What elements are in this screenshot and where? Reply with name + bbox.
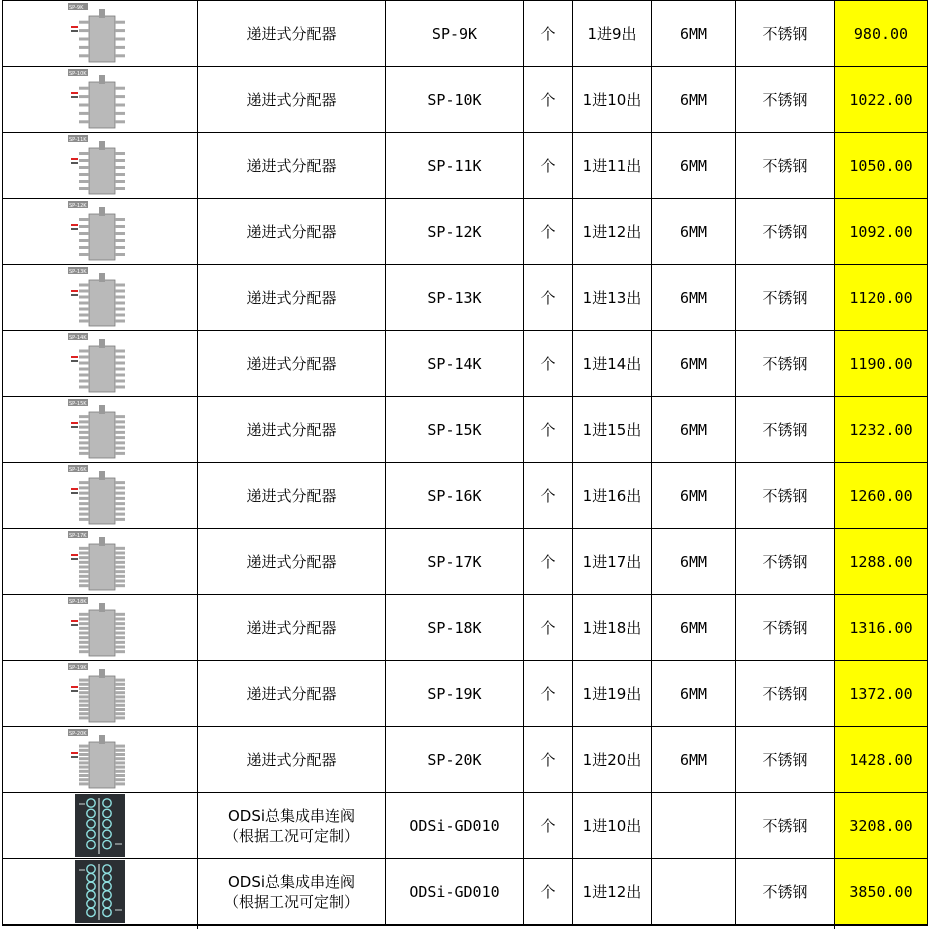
product-name: ODSi总集成串连阀: [227, 806, 356, 825]
thumb-model-label: SP-15K: [69, 401, 87, 407]
product-image-cell: [3, 859, 198, 925]
material-cell: 不锈钢: [736, 1, 835, 67]
product-image-cell: [3, 661, 198, 727]
price-cell: 1372.00: [835, 661, 928, 727]
material-cell: 不锈钢: [736, 859, 835, 925]
price-cell: 3208.00: [835, 793, 928, 859]
product-name: 递进式分配器: [246, 750, 337, 769]
progressive-distributor-icon: [67, 464, 133, 527]
inlet-outlet-cell: 1进14出: [573, 331, 652, 397]
progressive-distributor-icon: [67, 662, 133, 725]
inlet-outlet-cell: 1进10出: [573, 793, 652, 859]
thumb-model-label: SP-13K: [69, 269, 87, 275]
pipe-size-cell: 6MM: [652, 199, 736, 265]
material-cell: 不锈钢: [736, 661, 835, 727]
table-row: [3, 727, 928, 793]
material-cell: 不锈钢: [736, 199, 835, 265]
model-cell: SP-9K: [386, 1, 524, 67]
unit-cell: 个: [524, 1, 573, 67]
product-name-cell: [198, 727, 386, 793]
product-image-cell: [3, 463, 198, 529]
product-name: 递进式分配器: [246, 222, 337, 241]
pipe-size-cell: 6MM: [652, 529, 736, 595]
table-row: [3, 133, 928, 199]
pipe-size-cell: 6MM: [652, 727, 736, 793]
pipe-size-cell: 6MM: [652, 331, 736, 397]
model-cell: SP-15K: [386, 397, 524, 463]
price-cell: 1316.00: [835, 595, 928, 661]
product-name: 递进式分配器: [246, 552, 337, 571]
model-cell: SP-19K: [386, 661, 524, 727]
product-name-cell: [198, 595, 386, 661]
table-row: [3, 529, 928, 595]
inlet-outlet-cell: 1进20出: [573, 727, 652, 793]
inlet-outlet-cell: 1进19出: [573, 661, 652, 727]
unit-cell: 个: [524, 265, 573, 331]
pipe-size-cell: [652, 793, 736, 859]
material-cell: 不锈钢: [736, 133, 835, 199]
progressive-distributor-icon: [67, 728, 133, 791]
thumb-model-label: SP-9K: [69, 5, 84, 11]
model-cell: SP-17K: [386, 529, 524, 595]
thumb-model-label: SP-14K: [69, 335, 87, 341]
unit-cell: 个: [524, 661, 573, 727]
table-row: [3, 67, 928, 133]
inlet-outlet-cell: 1进9出: [573, 1, 652, 67]
inlet-outlet-cell: 1进10出: [573, 67, 652, 133]
unit-cell: 个: [524, 199, 573, 265]
product-name: 递进式分配器: [246, 24, 337, 43]
inlet-outlet-cell: 1进18出: [573, 595, 652, 661]
pipe-size-cell: 6MM: [652, 67, 736, 133]
table-row: [3, 265, 928, 331]
pipe-size-cell: [652, 859, 736, 925]
thumb-model-label: SP-19K: [69, 665, 87, 671]
progressive-distributor-icon: [67, 266, 133, 329]
product-name-cell: [198, 661, 386, 727]
price-cell: 1050.00: [835, 133, 928, 199]
table-row: [3, 859, 928, 925]
progressive-distributor-icon: [67, 332, 133, 395]
price-cell: 1288.00: [835, 529, 928, 595]
product-name-cell: [198, 397, 386, 463]
material-cell: 不锈钢: [736, 793, 835, 859]
progressive-distributor-icon: [67, 2, 133, 65]
price-cell: 1190.00: [835, 331, 928, 397]
model-cell: SP-10K: [386, 67, 524, 133]
table-row: [3, 1, 928, 67]
pipe-size-cell: 6MM: [652, 265, 736, 331]
product-name: ODSi总集成串连阀: [227, 872, 356, 891]
product-image-cell: [3, 331, 198, 397]
price-cell: 1428.00: [835, 727, 928, 793]
table-row: [3, 463, 928, 529]
thumb-model-label: SP-12K: [69, 203, 87, 209]
inlet-outlet-cell: 1进11出: [573, 133, 652, 199]
product-name-cell: [198, 331, 386, 397]
table-row: [3, 793, 928, 859]
model-cell: ODSi-GD010: [386, 859, 524, 925]
price-cell: 3850.00: [835, 859, 928, 925]
unit-cell: 个: [524, 331, 573, 397]
product-image-cell: [3, 595, 198, 661]
product-name-cell: [198, 67, 386, 133]
thumb-model-label: SP-11K: [69, 137, 87, 143]
unit-cell: 个: [524, 529, 573, 595]
model-cell: SP-12K: [386, 199, 524, 265]
product-image-cell: [3, 397, 198, 463]
product-name: 递进式分配器: [246, 90, 337, 109]
product-image-cell: [3, 67, 198, 133]
thumb-model-label: SP-20K: [69, 731, 87, 737]
product-image-cell: [3, 199, 198, 265]
inlet-outlet-cell: 1进17出: [573, 529, 652, 595]
product-name-cell: [198, 265, 386, 331]
unit-cell: 个: [524, 793, 573, 859]
next-row-top-border: [2, 925, 928, 930]
product-name-cell: [198, 859, 386, 925]
inlet-outlet-cell: 1进12出: [573, 199, 652, 265]
price-cell: 1092.00: [835, 199, 928, 265]
progressive-distributor-icon: [67, 398, 133, 461]
unit-cell: 个: [524, 463, 573, 529]
model-cell: SP-20K: [386, 727, 524, 793]
thumb-model-label: SP-16K: [69, 467, 87, 473]
unit-cell: 个: [524, 859, 573, 925]
pipe-size-cell: 6MM: [652, 661, 736, 727]
price-cell: 1022.00: [835, 67, 928, 133]
next-row-divider: [197, 925, 198, 929]
model-cell: SP-13K: [386, 265, 524, 331]
product-name: 递进式分配器: [246, 420, 337, 439]
unit-cell: 个: [524, 397, 573, 463]
inlet-outlet-cell: 1进15出: [573, 397, 652, 463]
product-name-cell: [198, 463, 386, 529]
product-name: 递进式分配器: [246, 288, 337, 307]
model-cell: SP-14K: [386, 331, 524, 397]
product-name: 递进式分配器: [246, 684, 337, 703]
pipe-size-cell: 6MM: [652, 1, 736, 67]
material-cell: 不锈钢: [736, 595, 835, 661]
product-name-note: （根据工况可定制）: [223, 826, 359, 845]
inlet-outlet-cell: 1进16出: [573, 463, 652, 529]
price-cell: 980.00: [835, 1, 928, 67]
product-name: 递进式分配器: [246, 354, 337, 373]
thumb-model-label: SP-18K: [69, 599, 87, 605]
progressive-distributor-icon: [67, 134, 133, 197]
model-cell: SP-16K: [386, 463, 524, 529]
table-row: [3, 397, 928, 463]
material-cell: 不锈钢: [736, 463, 835, 529]
next-row-divider: [834, 925, 835, 929]
product-name-cell: [198, 529, 386, 595]
price-cell: 1120.00: [835, 265, 928, 331]
pipe-size-cell: 6MM: [652, 463, 736, 529]
pipe-size-cell: 6MM: [652, 133, 736, 199]
unit-cell: 个: [524, 595, 573, 661]
material-cell: 不锈钢: [736, 727, 835, 793]
material-cell: 不锈钢: [736, 331, 835, 397]
table-row: [3, 661, 928, 727]
material-cell: 不锈钢: [736, 397, 835, 463]
product-name: 递进式分配器: [246, 618, 337, 637]
model-cell: ODSi-GD010: [386, 793, 524, 859]
pipe-size-cell: 6MM: [652, 397, 736, 463]
table-row: [3, 595, 928, 661]
progressive-distributor-icon: [67, 200, 133, 263]
model-cell: SP-18K: [386, 595, 524, 661]
price-cell: 1260.00: [835, 463, 928, 529]
product-image-cell: [3, 529, 198, 595]
thumb-model-label: SP-10K: [69, 71, 87, 77]
progressive-distributor-icon: [67, 68, 133, 131]
product-name-cell: [198, 1, 386, 67]
inlet-outlet-cell: 1进13出: [573, 265, 652, 331]
material-cell: 不锈钢: [736, 529, 835, 595]
table-row: [3, 331, 928, 397]
price-list-table: [2, 0, 928, 925]
product-name-cell: [198, 199, 386, 265]
material-cell: 不锈钢: [736, 67, 835, 133]
product-name-cell: [198, 793, 386, 859]
unit-cell: 个: [524, 133, 573, 199]
product-image-cell: [3, 133, 198, 199]
table-row: [3, 199, 928, 265]
inlet-outlet-cell: 1进12出: [573, 859, 652, 925]
series-valve-manifold-icon: [75, 794, 125, 857]
price-cell: 1232.00: [835, 397, 928, 463]
product-name: 递进式分配器: [246, 156, 337, 175]
unit-cell: 个: [524, 727, 573, 793]
thumb-model-label: SP-17K: [69, 533, 87, 539]
pipe-size-cell: 6MM: [652, 595, 736, 661]
material-cell: 不锈钢: [736, 265, 835, 331]
product-image-cell: [3, 793, 198, 859]
progressive-distributor-icon: [67, 596, 133, 659]
model-cell: SP-11K: [386, 133, 524, 199]
product-image-cell: [3, 1, 198, 67]
product-image-cell: [3, 265, 198, 331]
product-name-cell: [198, 133, 386, 199]
series-valve-manifold-icon: [75, 860, 125, 923]
progressive-distributor-icon: [67, 530, 133, 593]
product-name: 递进式分配器: [246, 486, 337, 505]
product-image-cell: [3, 727, 198, 793]
product-name-note: （根据工况可定制）: [223, 892, 359, 911]
unit-cell: 个: [524, 67, 573, 133]
